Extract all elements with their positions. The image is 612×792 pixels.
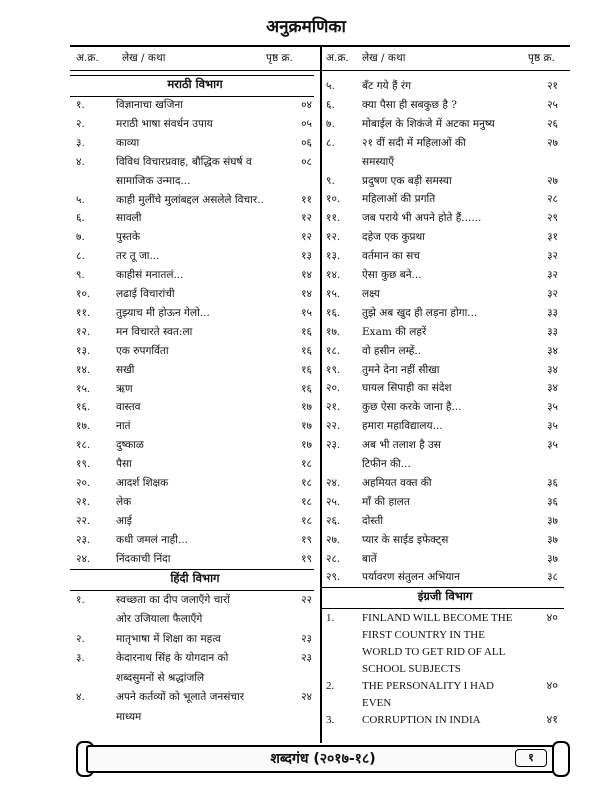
section-heading: हिंदी विभाग [170, 570, 220, 585]
toc-page: ३२ [547, 287, 558, 300]
toc-title: THE PERSONALITY I HAD [362, 680, 494, 693]
toc-title: तुझे अब खुद ही लड़ना होगा... [362, 306, 478, 319]
toc-title: माँ की हालत [362, 495, 410, 508]
toc-title: एक रुपगर्विता [116, 344, 169, 357]
toc-title: तुझ्याच मी होऊन गेलो... [116, 306, 210, 319]
toc-entry [76, 708, 312, 727]
toc-number: २३. [76, 533, 91, 546]
toc-title: स्वच्छता का दीप जलाएँगे चारों [116, 593, 230, 606]
toc-number: १. [76, 593, 85, 606]
toc-title: प्यार के साईड इफेक्ट्स [362, 533, 449, 546]
toc-page: २६ [547, 117, 558, 130]
toc-title: CORRUPTION IN INDIA [362, 714, 481, 727]
toc-number: २६. [326, 514, 341, 527]
toc-title: ऋण [116, 382, 133, 395]
toc-page: १६ [301, 382, 312, 395]
toc-title: प्रदुषण एक बड़ी समस्या [362, 174, 452, 187]
toc-number: ४. [76, 691, 85, 703]
toc-entry [326, 323, 558, 342]
scroll-right-ornament [552, 741, 570, 777]
toc-page: २९ [547, 212, 558, 225]
toc-page: ३३ [547, 306, 558, 319]
toc-number: १९. [326, 363, 341, 376]
toc-entry [76, 512, 312, 531]
toc-entry [326, 134, 558, 153]
toc-title: सामाजिक उन्माद... [116, 174, 191, 187]
toc-page: ३५ [547, 401, 558, 414]
right-header-title: लेख / कथा [362, 52, 406, 64]
column-divider [320, 45, 322, 743]
toc-title: काहीसं मनातलं... [116, 269, 184, 282]
toc-number: १६. [76, 401, 91, 414]
toc-entry [76, 669, 312, 688]
toc-number: १३. [76, 344, 91, 357]
toc-page: ३३ [547, 325, 558, 338]
toc-number: १५. [76, 382, 91, 395]
toc-entry [76, 474, 312, 493]
toc-page: ३४ [547, 344, 558, 357]
toc-title: शब्दसुमनों से श्रद्धांजलि [116, 671, 205, 684]
toc-entry [76, 591, 312, 610]
toc-title: मातृभाषा में शिक्षा का महत्व [116, 632, 221, 645]
toc-number: २२. [326, 420, 341, 433]
toc-number: २०. [76, 477, 91, 489]
toc-entry [76, 247, 312, 266]
toc-entry [326, 172, 558, 191]
toc-title: वो हसीन लम्हें.. [362, 344, 421, 357]
toc-title: बँट गये हैं रंग [362, 80, 412, 92]
footer-title: शब्दगंध (२०१७-१८) [270, 751, 376, 767]
toc-number: २९. [326, 571, 341, 584]
toc-number: ६. [326, 98, 335, 111]
toc-page: १४ [301, 288, 312, 300]
toc-entry [76, 191, 312, 210]
toc-entry [326, 304, 558, 323]
toc-number: १२. [326, 231, 341, 244]
toc-title: अब भी तलाश है उस [362, 439, 441, 452]
toc-entry [326, 247, 558, 266]
toc-title: बातें [362, 552, 377, 565]
toc-entry [326, 285, 558, 304]
toc-number: ३. [76, 652, 85, 664]
toc-entry [326, 531, 558, 550]
toc-title: काव्या [116, 136, 140, 149]
toc-number: १७. [76, 420, 91, 433]
toc-entry [76, 266, 312, 285]
left-header-title: लेख / कथा [122, 52, 166, 64]
toc-entry [326, 455, 558, 474]
toc-title: तुमने देना नहीं सीखा [362, 363, 440, 376]
toc-page: १९ [301, 552, 312, 565]
toc-entry [76, 115, 312, 134]
toc-entry [76, 455, 312, 474]
toc-number: १४. [76, 363, 91, 376]
toc-title: कधी जमलं नाही... [116, 533, 188, 546]
toc-page: २७ [547, 174, 558, 187]
toc-number: २४. [326, 476, 341, 489]
toc-number: २५. [326, 495, 341, 508]
toc-entry [76, 688, 312, 707]
toc-number: 3. [326, 714, 335, 727]
toc-number: ११. [76, 306, 91, 319]
toc-title: केदारनाथ सिंह के योगदान को [116, 652, 229, 664]
toc-page: २२ [301, 593, 312, 606]
toc-title: वास्तव [116, 401, 141, 414]
toc-entry [326, 398, 558, 417]
toc-entry [326, 711, 558, 730]
toc-entry [326, 228, 558, 247]
toc-entry [326, 77, 558, 96]
toc-page: २५ [547, 98, 558, 111]
toc-title: EVEN [362, 697, 392, 710]
toc-title: काही मुलींचे मुलांबद्दल असलेले विचार.. [116, 193, 264, 206]
toc-page: १२ [301, 212, 312, 225]
toc-number: २३. [326, 439, 341, 452]
toc-entry [326, 190, 558, 209]
toc-title: सखी [116, 363, 135, 376]
toc-number: 1. [326, 612, 335, 625]
toc-title: नातं [116, 420, 131, 433]
toc-title: कुछ ऐसा करके जाना है... [362, 401, 462, 414]
toc-page: १२ [301, 231, 312, 244]
toc-number: १३. [326, 250, 341, 263]
toc-number: २२. [76, 514, 91, 527]
toc-page: १६ [301, 344, 312, 357]
toc-page: ३१ [547, 231, 558, 244]
section-heading: मराठी विभाग [167, 77, 223, 91]
toc-page: १९ [301, 533, 312, 546]
toc-title: ओर उजियाला फैलाएँगे [116, 613, 203, 625]
toc-title: घायल सिपाही का संदेश [362, 382, 452, 395]
toc-page: २३ [301, 632, 312, 645]
toc-title: मन विचारते स्वत:ला [116, 325, 193, 338]
toc-entry [326, 417, 558, 436]
toc-entry [326, 568, 558, 587]
section-rule [70, 75, 314, 76]
toc-title: लेक [116, 495, 132, 508]
toc-number: २१. [326, 401, 341, 414]
toc-title: मोबाईल के शिकंजे में अटका मनुष्य [362, 117, 495, 130]
toc-page: २८ [547, 193, 558, 206]
toc-entry [76, 630, 312, 649]
toc-entry [76, 172, 312, 191]
toc-page: १६ [301, 363, 312, 376]
toc-title: लढाई विचारांची [116, 288, 175, 300]
toc-title: Exam की लहरें [362, 325, 427, 338]
toc-page: १८ [301, 495, 312, 508]
toc-number: १२. [76, 325, 91, 338]
toc-number: १५. [326, 287, 341, 300]
toc-title: तर तू जा... [116, 250, 160, 263]
toc-number: १९. [76, 458, 91, 471]
toc-entry [76, 209, 312, 228]
toc-title: दहेज एक कुप्रथा [362, 231, 425, 244]
section-rule [320, 587, 564, 588]
toc-page: १७ [301, 420, 312, 433]
left-header-page: पृष्ठ क्र. [266, 52, 293, 64]
toc-entry [326, 550, 558, 569]
toc-page: ३४ [547, 382, 558, 395]
toc-title: टिफीन की... [362, 458, 411, 470]
toc-page: ४० [546, 612, 558, 625]
toc-page: ०४ [301, 99, 312, 111]
toc-page: २४ [301, 691, 312, 703]
toc-page: १७ [301, 401, 312, 414]
toc-title: विज्ञानाचा खजिना [116, 99, 183, 111]
toc-title: अहमियत वक्त की [362, 476, 432, 489]
toc-title: दुष्काळ [116, 439, 144, 452]
toc-number: २. [76, 632, 85, 645]
right-header-page: पृष्ठ क्र. [528, 52, 555, 64]
toc-entry [76, 134, 312, 153]
toc-number: २७. [326, 533, 341, 546]
toc-title: महिलाओं की प्रगति [362, 193, 436, 206]
toc-page: २३ [301, 652, 312, 664]
toc-number: ७. [326, 117, 335, 130]
toc-number: २८. [326, 552, 341, 565]
section-rule [70, 569, 314, 570]
toc-page: ३६ [547, 476, 558, 489]
toc-entry [76, 493, 312, 512]
section-heading: इंग्रजी विभाग [417, 589, 473, 604]
toc-title: माध्यम [116, 710, 142, 723]
toc-entry [76, 380, 312, 399]
toc-number: ४. [76, 155, 85, 168]
toc-page: ३८ [547, 571, 558, 584]
toc-title: सावली [116, 212, 142, 225]
toc-page: ०८ [301, 155, 312, 168]
toc-page: ३७ [547, 552, 558, 565]
toc-number: २१. [76, 495, 91, 508]
toc-page: ३२ [547, 269, 558, 281]
toc-entry [76, 153, 312, 172]
toc-page: ३४ [547, 363, 558, 376]
toc-number: १७. [326, 325, 341, 338]
toc-entry [326, 436, 558, 455]
toc-entry [326, 115, 558, 134]
toc-number: १४. [326, 269, 341, 281]
toc-title: ऐसा कुछ बने... [362, 269, 422, 281]
toc-number: १६. [326, 306, 341, 319]
toc-title: पैसा [116, 458, 132, 471]
toc-page: २१ [547, 80, 558, 92]
toc-title: निंदकाची निंदा [116, 552, 171, 565]
toc-number: ३. [76, 136, 85, 149]
toc-title: वर्तमान का सच [362, 250, 420, 263]
toc-page: ११ [301, 193, 312, 206]
toc-number: ५. [76, 193, 85, 206]
toc-entry [76, 96, 312, 115]
toc-title: २१ वीं सदी में महिलाओं की [362, 136, 466, 149]
toc-number: १०. [326, 193, 341, 206]
toc-page: ३५ [547, 420, 558, 433]
toc-title: अपने कर्तव्यों को भूलाते जनसंचार [116, 691, 244, 703]
toc-page: ४० [546, 680, 558, 693]
toc-entry [326, 379, 558, 398]
toc-page: ३२ [547, 250, 558, 263]
toc-title: क्या पैसा ही सबकुछ है ? [362, 98, 457, 111]
toc-entry [76, 304, 312, 323]
toc-number: १०. [76, 288, 91, 300]
toc-page: ३७ [547, 533, 558, 546]
toc-entry [76, 342, 312, 361]
toc-page: ०५ [301, 117, 312, 130]
toc-title: आई [116, 514, 132, 527]
toc-number: ११. [326, 212, 341, 225]
toc-page: २७ [547, 136, 558, 149]
toc-number: ८. [326, 136, 335, 149]
page-title: अनुक्रमणिका [266, 17, 346, 37]
toc-number: ९. [326, 174, 335, 187]
toc-title: जब पराये भी अपने होते हैं...... [362, 212, 482, 225]
toc-number: ६. [76, 212, 85, 225]
toc-title: WORLD TO GET RID OF ALL [362, 646, 506, 659]
toc-page: ४१ [546, 714, 558, 727]
toc-number: २. [76, 117, 85, 130]
toc-title: लक्ष्य [362, 287, 380, 300]
toc-entry [326, 512, 558, 531]
toc-title: दोस्ती [362, 514, 384, 527]
toc-number: १८. [76, 439, 91, 452]
toc-number: २०. [326, 382, 341, 395]
toc-number: ९. [76, 269, 85, 282]
toc-entry [76, 649, 312, 668]
toc-title: मराठी भाषा संवर्धन उपाय [116, 117, 213, 130]
toc-page: १६ [301, 325, 312, 338]
toc-entry [76, 417, 312, 436]
toc-number: १. [76, 99, 85, 111]
toc-entry [326, 474, 558, 493]
toc-page: ३५ [547, 439, 558, 452]
toc-entry [326, 153, 558, 172]
footer-banner [86, 745, 560, 773]
toc-title: पर्यावरण संतुलन अभियान [362, 571, 460, 584]
toc-entry [76, 550, 312, 569]
toc-page: १३ [301, 250, 312, 263]
toc-page: ०६ [301, 136, 312, 149]
toc-page: १४ [301, 269, 312, 282]
toc-number: १८. [326, 344, 341, 357]
toc-entry [326, 493, 558, 512]
toc-entry [76, 398, 312, 417]
right-header-no: अ.क्र. [326, 52, 349, 64]
toc-number: 2. [326, 680, 335, 693]
toc-entry [76, 610, 312, 629]
toc-title: FINLAND WILL BECOME THE [362, 612, 513, 625]
toc-page: १८ [301, 477, 312, 489]
toc-title: हमारा महाविद्यालय... [362, 420, 443, 433]
page-number: १ [515, 749, 547, 767]
toc-number: २४. [76, 552, 91, 565]
toc-entry [326, 342, 558, 361]
toc-entry [326, 96, 558, 115]
toc-page: १५ [301, 306, 312, 319]
toc-number: ७. [76, 231, 85, 244]
left-header-no: अ.क्र. [76, 52, 99, 64]
toc-entry [76, 323, 312, 342]
toc-entry [76, 361, 312, 380]
toc-number: ५. [326, 80, 335, 92]
toc-entry [76, 531, 312, 550]
toc-number: ८. [76, 250, 85, 263]
toc-page: १८ [301, 458, 312, 471]
toc-page: १७ [301, 439, 312, 452]
toc-entry [76, 436, 312, 455]
toc-page: ३७ [547, 514, 558, 527]
toc-title: आदर्श शिक्षक [116, 477, 169, 489]
toc-title: पुस्तके [116, 231, 141, 244]
toc-title: विविध विचारप्रवाह, बौद्धिक संघर्ष व [116, 155, 252, 168]
toc-entry [326, 209, 558, 228]
toc-entry [76, 285, 312, 304]
toc-page: ३६ [547, 495, 558, 508]
toc-page: १८ [301, 514, 312, 527]
toc-title: समस्याएँ [362, 155, 395, 168]
toc-title: FIRST COUNTRY IN THE [362, 629, 485, 642]
toc-entry [326, 361, 558, 380]
toc-title: SCHOOL SUBJECTS [362, 663, 461, 676]
toc-entry [326, 266, 558, 285]
toc-entry [76, 228, 312, 247]
